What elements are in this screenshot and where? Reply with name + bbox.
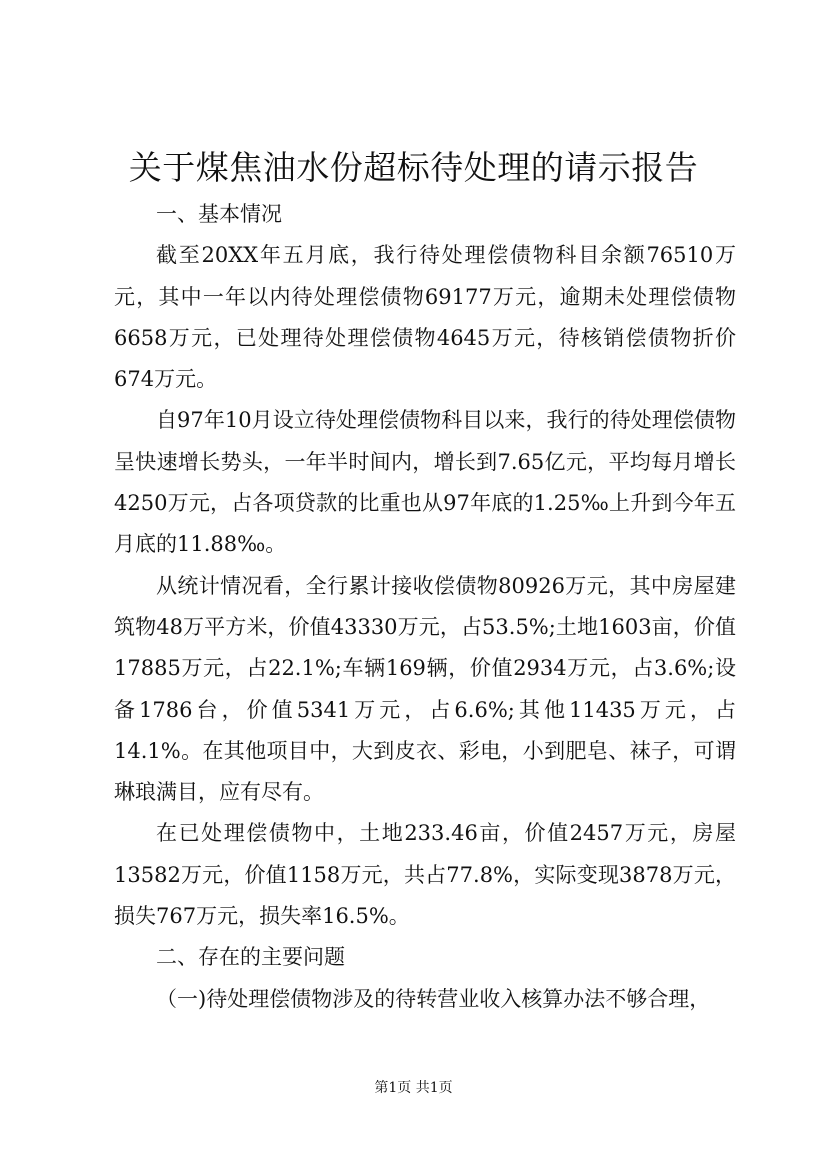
page-number: 第1页 共1页 [374, 1080, 453, 1096]
document-title: 关于煤焦油水份超标待处理的请示报告 [128, 148, 699, 187]
paragraph-balance: 截至20XX年五月底，我行待处理偿债物科目余额76510万元，其中一年以内待处理偿债物69177万元，逾期未处理偿债物6658万元，已处理待处理偿债物4645万元，待核销偿债物折价674万元。 [114, 243, 736, 392]
section-heading-problems: 二、存在的主要问题 [156, 945, 345, 970]
paragraph-statistics: 从统计情况看，全行累计接收偿债物80926万元，其中房屋建筑物48万平方米，价值43330万元，占53.5%;土地1603亩，价值17885万元，占22.1%;车辆169辆，价值2934万元，占3.6%;设备1786台，价值5341万元，占6.6%;其他11435万元，占14.1%。在其他项目中，大到皮衣、彩电，小到肥皂、袜子，可谓琳琅满目，应有尽有。 [114, 573, 736, 805]
paragraph-processed: 在已处理偿债物中，土地233.46亩，价值2457万元，房屋13582万元，价值1158万元，共占77.8%，实际变现3878万元，损失767万元，损失率16.5%。 [114, 821, 736, 929]
document-body [114, 194, 736, 1020]
section-heading-basic: 一、基本情况 [156, 202, 282, 226]
paragraph-problem-1: （一)待处理偿债物涉及的待转营业收入核算办法不够合理， [156, 986, 711, 1011]
paragraph-growth: 自97年10月设立待处理偿债物科目以来，我行的待处理偿债物呈快速增长势头，一年半时间内，增长到7.65亿元，平均每月增长4250万元，占各项贷款的比重也从97年底的1.25‰上升到今年五月底的11.88‰。 [114, 408, 736, 557]
